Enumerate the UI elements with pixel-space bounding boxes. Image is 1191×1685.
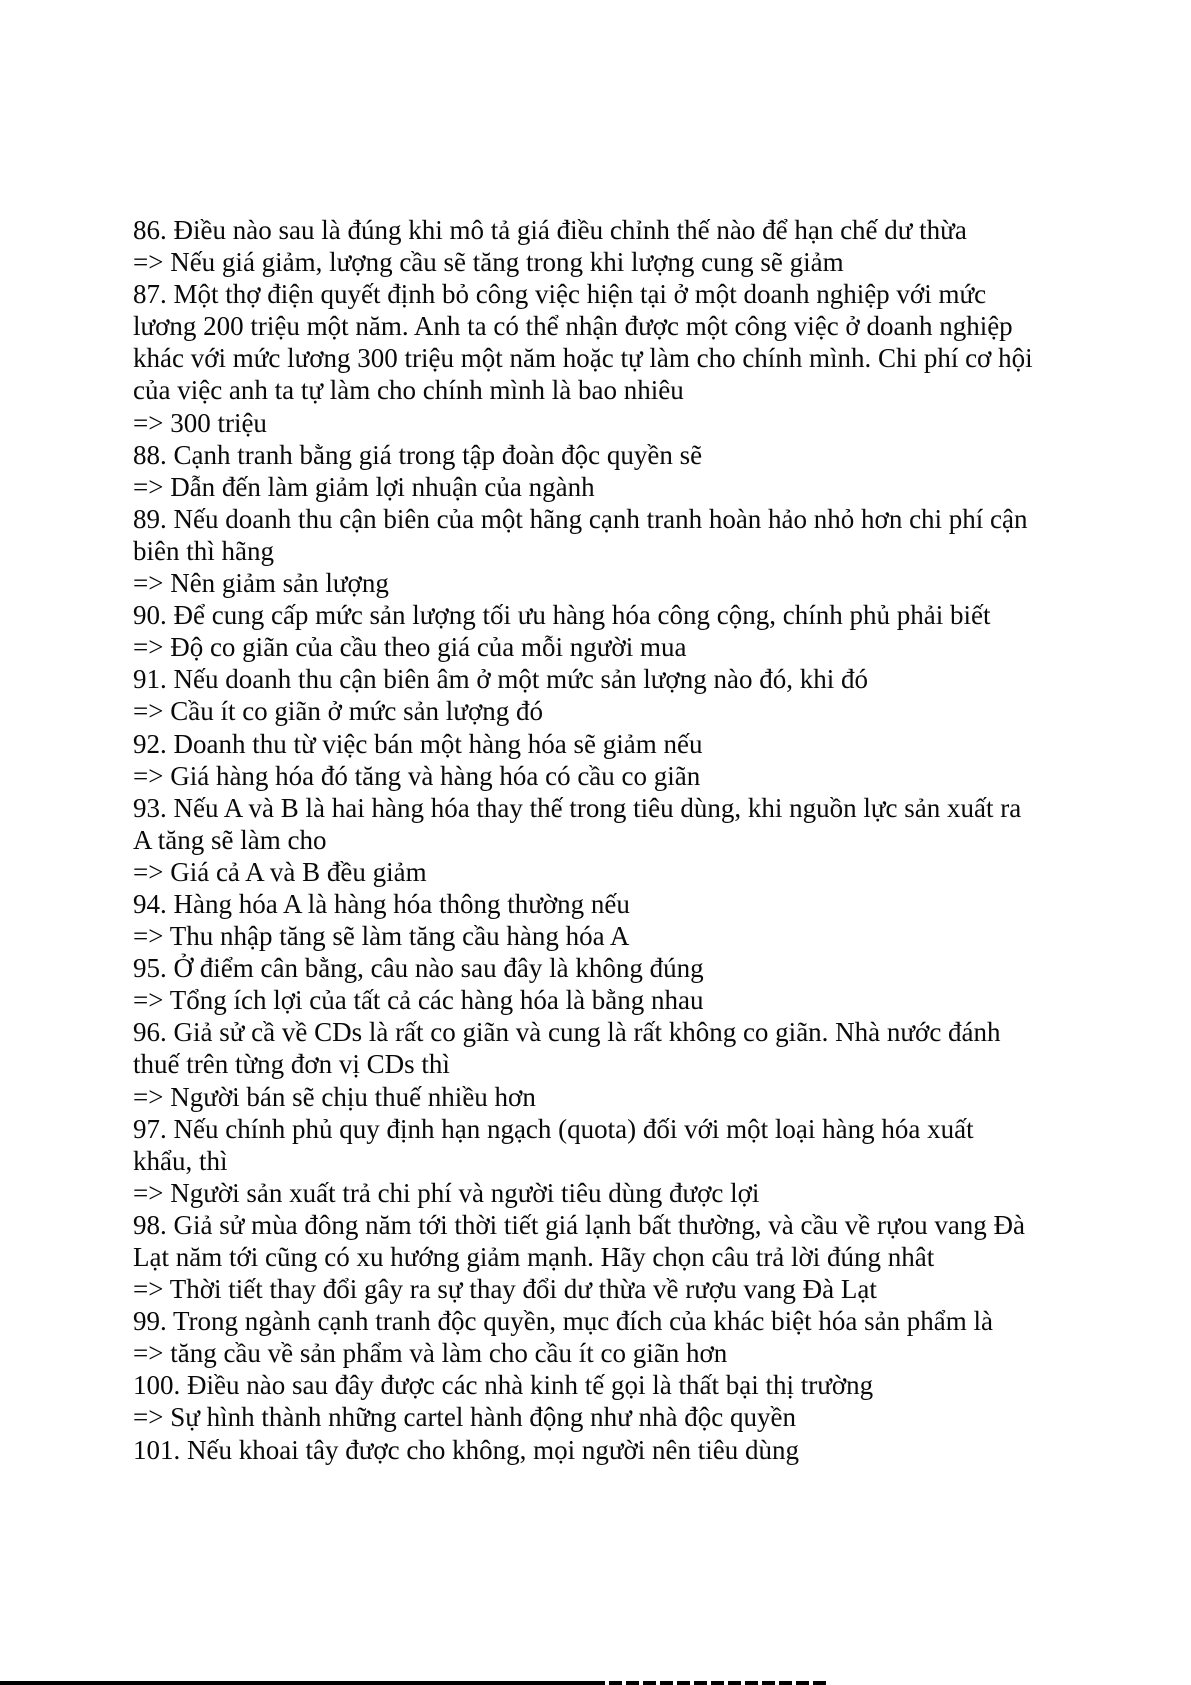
text-line: khác với mức lương 300 triệu một năm hoặc tự làm cho chính mình. Chi phí cơ hội [133,343,1033,374]
text-line: => Cầu ít co giãn ở mức sản lượng đó [133,696,543,727]
text-line: => Nên giảm sản lượng [133,568,389,599]
text-line: 89. Nếu doanh thu cận biên của một hãng cạnh tranh hoàn hảo nhỏ hơn chi phí cận [133,503,1028,534]
text-line: => Thu nhập tăng sẽ làm tăng cầu hàng hóa A [133,921,630,952]
text-line: của việc anh ta tự làm cho chính mình là bao nhiêu [133,375,684,406]
text-line: 96. Giả sử cầ về CDs là rất co giãn và cung là rất không co giãn. Nhà nước đánh [133,1017,1001,1048]
text-line: => Giá hàng hóa đó tăng và hàng hóa có cầu co giãn [133,760,701,791]
text-line: A tăng sẽ làm cho [133,824,327,855]
text-line: 90. Để cung cấp mức sản lượng tối ưu hàng hóa công cộng, chính phủ phải biết [133,600,991,631]
text-line: => Nếu giá giảm, lượng cầu sẽ tăng trong khi lượng cung sẽ giảm [133,247,844,278]
text-line: 91. Nếu doanh thu cận biên âm ở một mức sản lượng nào đó, khi đó [133,664,868,695]
text-line: 88. Cạnh tranh bằng giá trong tập đoàn độc quyền sẽ [133,439,703,470]
text-line: => Người bán sẽ chịu thuế nhiều hơn [133,1081,536,1112]
text-line: 101. Nếu khoai tây được cho không, mọi người nên tiêu dùng [133,1434,799,1465]
text-line: => Giá cả A và B đều giảm [133,856,427,887]
text-line: => Độ co giãn của cầu theo giá của mỗi người mua [133,632,687,663]
text-line: 86. Điều nào sau là đúng khi mô tả giá điều chỉnh thế nào để hạn chế dư thừa [133,215,967,245]
text-line: 99. Trong ngành cạnh tranh độc quyền, mục đích của khác biệt hóa sản phẩm là [133,1306,994,1337]
text-line: 92. Doanh thu từ việc bán một hàng hóa sẽ giảm nếu [133,728,703,759]
text-line: => Thời tiết thay đổi gây ra sự thay đổi dư thừa về rượu vang Đà Lạt [133,1274,877,1305]
text-line: 87. Một thợ điện quyết định bỏ công việc hiện tại ở một doanh nghiệp với mức [133,279,987,310]
text-line: => Tổng ích lợi của tất cả các hàng hóa là bằng nhau [133,985,704,1016]
text-line: 98. Giả sử mùa đông năm tới thời tiết giá lạnh bất thường, và cầu về rựou vang Đà [133,1209,1026,1240]
scan-artifact-bar-dashed [592,1681,828,1685]
text-line: => 300 triệu [133,407,267,438]
text-line: khẩu, thì [133,1145,228,1176]
text-line: 97. Nếu chính phủ quy định hạn ngạch (quota) đối với một loại hàng hóa xuất [133,1113,974,1144]
text-line: lương 200 triệu một năm. Anh ta có thể nhận được một công việc ở doanh nghiệp [133,311,1013,342]
text-line: 93. Nếu A và B là hai hàng hóa thay thế trong tiêu dùng, khi nguồn lực sản xuất ra [133,792,1022,823]
text-line: => Sự hình thành những cartel hành động như nhà độc quyền [133,1402,796,1433]
text-line: => Người sản xuất trả chi phí và người tiêu dùng được lợi [133,1177,760,1208]
text-line: => Dẫn đến làm giảm lợi nhuận của ngành [133,471,595,502]
text-line: 95. Ở điểm cân bằng, câu nào sau đây là không đúng [133,953,704,984]
text-line: biên thì hãng [133,535,274,566]
text-line: Lạt năm tới cũng có xu hướng giảm mạnh. Hãy chọn câu trả lời đúng nhât [133,1242,935,1272]
text-line: thuế trên từng đơn vị CDs thì [133,1049,450,1080]
text-line: 100. Điều nào sau đây được các nhà kinh tế gọi là thất bại thị trường [133,1370,874,1401]
question-answer-list [133,214,1123,1466]
text-line: => tăng cầu về sản phẩm và làm cho cầu ít co giãn hơn [133,1338,728,1369]
text-line: 94. Hàng hóa A là hàng hóa thông thường nếu [133,888,630,919]
scan-artifact-bar-solid [0,1681,592,1685]
